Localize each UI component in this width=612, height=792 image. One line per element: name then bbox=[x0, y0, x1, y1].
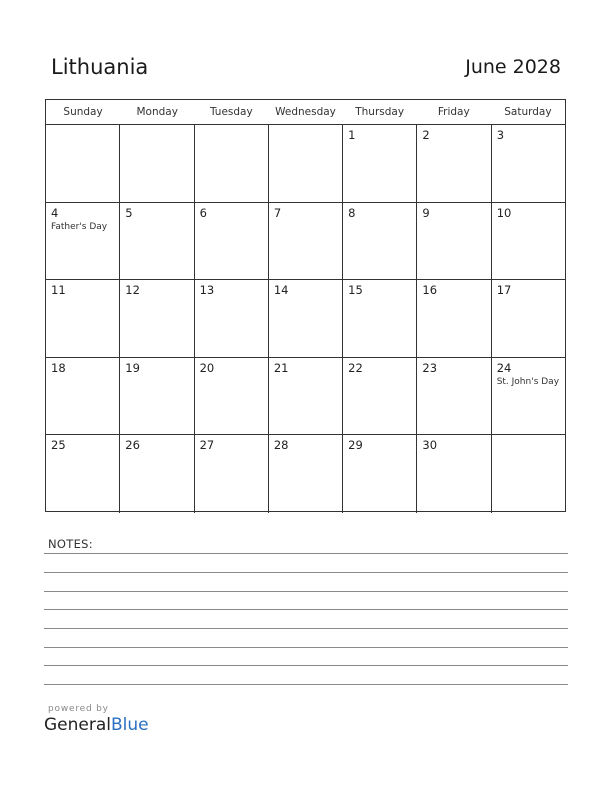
brand-name bbox=[44, 715, 149, 735]
calendar-day-cell bbox=[195, 435, 269, 513]
calendar-day-cell bbox=[492, 358, 565, 435]
calendar-day-cell bbox=[120, 280, 194, 357]
day-number: 1 bbox=[348, 128, 356, 142]
calendar-day-cell bbox=[46, 280, 120, 357]
calendar-week-row bbox=[46, 280, 565, 358]
calendar-day-cell bbox=[492, 203, 565, 280]
notes-line bbox=[44, 628, 568, 629]
calendar-day-cell bbox=[417, 358, 491, 435]
calendar-day-cell bbox=[417, 203, 491, 280]
calendar-week-row bbox=[46, 125, 565, 203]
day-number: 30 bbox=[422, 438, 438, 452]
calendar-day-cell bbox=[46, 125, 120, 202]
calendar-day-cell bbox=[417, 435, 491, 513]
notes-line bbox=[44, 684, 568, 685]
calendar-day-cell bbox=[120, 435, 194, 513]
day-number: 25 bbox=[51, 438, 66, 452]
calendar-day-cell bbox=[343, 125, 417, 202]
day-number: 12 bbox=[125, 283, 140, 297]
day-number: 11 bbox=[51, 283, 66, 297]
day-number: 26 bbox=[125, 438, 140, 452]
calendar-day-cell bbox=[343, 280, 417, 357]
day-number: 2 bbox=[422, 128, 430, 142]
calendar-day-cell bbox=[269, 435, 343, 513]
calendar-day-cell bbox=[46, 358, 120, 435]
calendar-day-cell bbox=[343, 203, 417, 280]
day-number: 28 bbox=[273, 438, 289, 452]
calendar-grid bbox=[45, 99, 566, 512]
calendar-week-row bbox=[46, 358, 565, 436]
calendar-day-cell bbox=[492, 435, 565, 513]
calendar-day-cell bbox=[269, 203, 343, 280]
notes-line bbox=[44, 553, 568, 554]
calendar-day-cell bbox=[195, 203, 269, 280]
day-number: 21 bbox=[273, 360, 289, 375]
notes-line bbox=[44, 609, 568, 610]
day-number: 7 bbox=[273, 205, 282, 220]
day-number: 8 bbox=[348, 205, 356, 220]
calendar-day-cell bbox=[195, 125, 269, 202]
day-number: 14 bbox=[273, 283, 289, 297]
calendar-day-cell bbox=[492, 125, 565, 202]
weekday-monday: Monday bbox=[136, 106, 178, 118]
day-number: 23 bbox=[422, 360, 438, 375]
weekday-saturday: Saturday bbox=[504, 106, 552, 118]
brand-name-blue: Blue bbox=[111, 715, 149, 735]
calendar-day-cell bbox=[343, 358, 417, 435]
calendar-day-cell bbox=[195, 280, 269, 357]
day-number: 17 bbox=[496, 283, 512, 297]
day-number: 24 bbox=[496, 360, 512, 375]
day-number: 18 bbox=[51, 360, 66, 375]
day-number: 16 bbox=[422, 283, 438, 297]
calendar-day-cell bbox=[417, 125, 491, 202]
calendar-day-cell bbox=[46, 435, 120, 513]
notes-line bbox=[44, 572, 568, 573]
calendar-day-cell bbox=[46, 203, 120, 280]
powered-by-text: powered by bbox=[48, 704, 109, 714]
holiday-label: St. John's Day bbox=[496, 376, 560, 387]
day-number: 22 bbox=[348, 360, 363, 375]
calendar-day-cell bbox=[269, 125, 343, 202]
weekday-tuesday: Tuesday bbox=[209, 106, 253, 118]
day-number: 15 bbox=[348, 283, 363, 297]
brand-name-general: General bbox=[44, 715, 111, 735]
weekday-friday: Friday bbox=[437, 106, 470, 118]
calendar-day-cell bbox=[195, 358, 269, 435]
weekday-thursday: Thursday bbox=[355, 106, 405, 118]
notes-line bbox=[44, 591, 568, 592]
day-number: 27 bbox=[199, 438, 215, 452]
generalblue-logo bbox=[44, 704, 149, 735]
weekday-header-row bbox=[46, 100, 565, 125]
calendar-week-row bbox=[46, 203, 565, 281]
calendar-day-cell bbox=[269, 358, 343, 435]
notes-line bbox=[44, 647, 568, 648]
calendar-country-title: Lithuania bbox=[51, 55, 149, 79]
notes-line bbox=[44, 665, 568, 666]
calendar-day-cell bbox=[120, 358, 194, 435]
day-number: 19 bbox=[125, 360, 140, 375]
calendar-month-title: June 2028 bbox=[465, 56, 561, 78]
weekday-sunday: Sunday bbox=[63, 106, 103, 118]
day-number: 13 bbox=[199, 283, 215, 297]
calendar-week-row bbox=[46, 435, 565, 513]
notes-label: NOTES: bbox=[48, 537, 93, 551]
calendar-day-cell bbox=[417, 280, 491, 357]
weekday-wednesday: Wednesday bbox=[275, 106, 336, 118]
calendar-day-cell bbox=[120, 125, 194, 202]
calendar-day-cell bbox=[120, 203, 194, 280]
day-number: 6 bbox=[199, 205, 207, 220]
calendar-day-cell bbox=[269, 280, 343, 357]
calendar-day-cell bbox=[492, 280, 565, 357]
day-number: 10 bbox=[496, 205, 512, 220]
calendar-day-cell bbox=[343, 435, 417, 513]
day-number: 4 bbox=[51, 205, 59, 220]
day-number: 20 bbox=[199, 360, 215, 375]
day-number: 5 bbox=[125, 205, 133, 220]
day-number: 29 bbox=[348, 438, 363, 452]
holiday-label: Father's Day bbox=[51, 221, 108, 232]
day-number: 3 bbox=[496, 128, 505, 142]
day-number: 9 bbox=[422, 205, 430, 220]
